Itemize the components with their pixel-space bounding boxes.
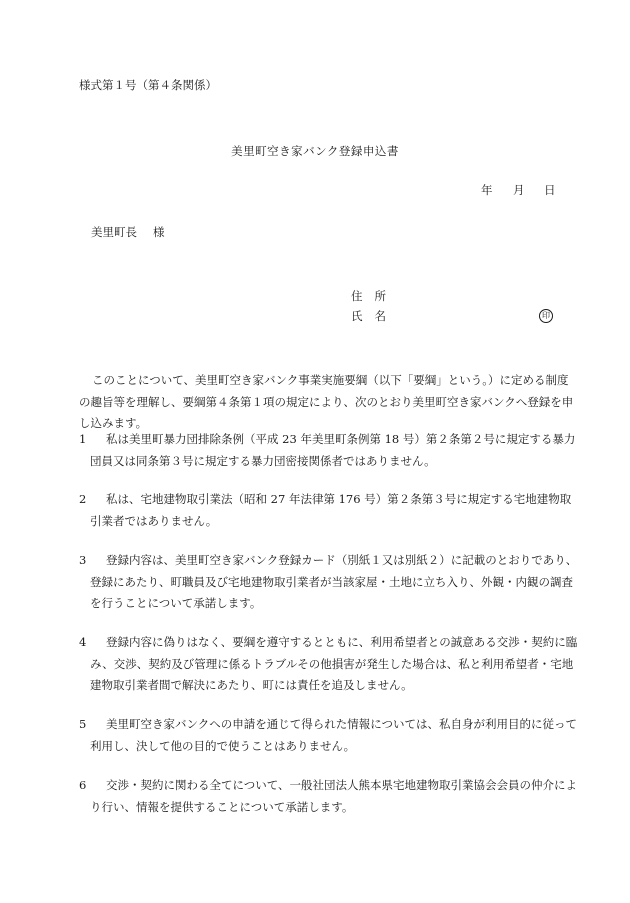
item-number: 2 xyxy=(79,492,87,506)
list-item xyxy=(79,632,579,697)
date-month-label: 月 xyxy=(513,183,525,197)
list-item xyxy=(79,775,579,818)
date-day-label: 日 xyxy=(544,183,556,197)
list-item xyxy=(79,714,579,757)
form-number: 様式第１号（第４条関係） xyxy=(79,78,217,92)
item-number: 6 xyxy=(79,778,87,792)
seal-icon: 印 xyxy=(539,309,553,323)
item-number: 5 xyxy=(79,717,87,731)
addressee-name: 美里町長 xyxy=(91,225,137,239)
date-year-label: 年 xyxy=(481,183,493,197)
item-number: 1 xyxy=(79,432,87,446)
addressee-honorific: 様 xyxy=(153,225,165,239)
item-number: 4 xyxy=(79,635,87,649)
item-number: 3 xyxy=(79,553,87,567)
item-text: 交渉・契約に関わる全てについて、一般社団法人熊本県宅地建物取引業協会会員の仲介により行い、情報を提供することについて承諾します。 xyxy=(90,778,578,814)
list-item xyxy=(79,429,579,472)
item-text: 登録内容は、美里町空き家バンク登録カード（別紙１又は別紙２）に記載のとおりであり、登録にあたり、町職員及び宅地建物取引業者が当該家屋・土地に立ち入り、外観・内観の調査を行うことについて承諾します。 xyxy=(90,553,578,610)
item-text: 美里町空き家バンクへの申請を通じて得られた情報については、私自身が利用目的に従って利用し、決して他の目的で使うことはありません。 xyxy=(90,717,578,753)
name-label: 氏名 xyxy=(351,309,398,323)
address-label: 住所 xyxy=(351,289,398,303)
item-text: 私は美里町暴力団排除条例（平成 23 年美里町条例第 18 号）第２条第２号に規定する暴力団員又は同条第３号に規定する暴力団密接関係者ではありません。 xyxy=(90,432,576,468)
item-text: 登録内容に偽りはなく、要綱を遵守するとともに、利用希望者との誠意ある交渉・契約に臨み、交渉、契約及び管理に係るトラブルその他損害が発生した場合は、私と利用希望者・宅地建物取引業者間で解決にあたり、町には責任を追及しません。 xyxy=(90,635,578,692)
intro-paragraph: このことについて、美里町空き家バンク事業実施要綱（以下「要綱」という。）に定める制度の趣旨等を理解し、要綱第４条第１項の規定により、次のとおり美里町空き家バンクへ登録を申し込みます。 xyxy=(79,373,574,430)
document-title: 美里町空き家バンク登録申込書 xyxy=(231,144,399,158)
item-text: 私は、宅地建物取引業法（昭和 27 年法律第 176 号）第２条第３号に規定する宅地建物取引業者ではありません。 xyxy=(90,492,572,528)
list-item xyxy=(79,550,579,615)
list-item xyxy=(79,489,579,532)
